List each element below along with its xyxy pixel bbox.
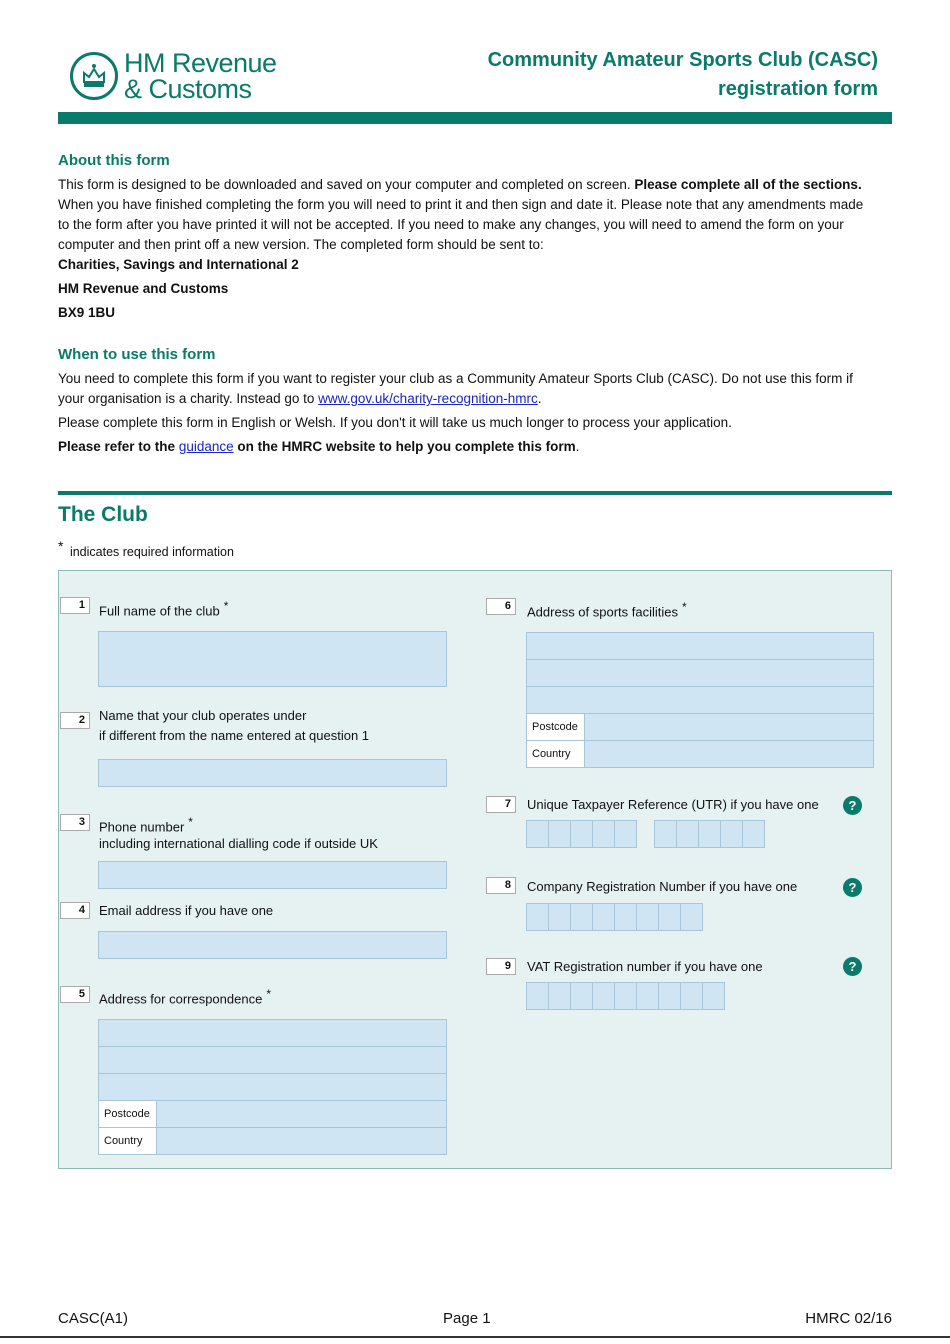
form-code: CASC(A1) <box>58 1310 129 1327</box>
question-label-5 <box>99 984 271 1009</box>
question-number-2: 2 <box>60 712 90 729</box>
title-line1: Community Amateur Sports Club (CASC) <box>487 49 878 71</box>
about-text-bold: Please complete all of the sections. <box>634 177 862 192</box>
when-text-3-end: . <box>575 439 580 454</box>
facilities-address-line-1[interactable] <box>526 632 874 660</box>
q5-label-text: Address for correspondence <box>99 991 263 1007</box>
utr-help-icon[interactable]: ? <box>843 796 862 815</box>
vat-digit-box[interactable] <box>548 982 571 1010</box>
facilities-address-line-3[interactable] <box>526 686 874 714</box>
company-number-boxes[interactable] <box>526 903 702 931</box>
utr-digit-box[interactable] <box>742 820 765 848</box>
q3-label-text: Phone number <box>99 819 185 835</box>
when-section <box>58 346 878 457</box>
facilities-postcode-field[interactable] <box>526 713 874 741</box>
phone-number-field[interactable] <box>98 861 447 889</box>
utr-digit-box[interactable] <box>698 820 721 848</box>
about-heading: About this form <box>58 152 170 169</box>
correspondence-address-line-2[interactable] <box>98 1046 447 1074</box>
q6-label-text: Address of sports facilities <box>527 604 679 620</box>
utr-boxes-group-2[interactable] <box>654 820 764 848</box>
company-digit-box[interactable] <box>592 903 615 931</box>
logo-wordmark <box>124 50 277 102</box>
question-label-8: Company Registration Number if you have one <box>527 879 798 894</box>
question-number-6: 6 <box>486 598 516 615</box>
logo-line1: HM Revenue <box>124 48 277 78</box>
logo-line2: & Customs <box>124 74 252 104</box>
when-text-1: You need to complete this form if you want to register your club as a Community Amateur Sports Club (CASC). Do not use this form if your organisation is a charity. Instead go to <box>58 371 853 406</box>
q3-required-star: * <box>188 815 193 829</box>
company-digit-box[interactable] <box>614 903 637 931</box>
operating-name-field[interactable] <box>98 759 447 787</box>
about-text-1: This form is designed to be downloaded and saved on your computer and completed on screen. <box>58 177 635 192</box>
company-digit-box[interactable] <box>570 903 593 931</box>
question-label-6 <box>527 597 687 622</box>
when-text-3a: Please refer to the <box>58 439 179 454</box>
vat-digit-box[interactable] <box>702 982 725 1010</box>
vat-number-boxes[interactable] <box>526 982 724 1010</box>
when-text-3b: on the HMRC website to help you complete this form <box>233 439 576 454</box>
q2-label-text: Name that your club operates under <box>99 708 307 723</box>
utr-digit-box[interactable] <box>570 820 593 848</box>
question-number-1: 1 <box>60 597 90 614</box>
q6-required-star: * <box>682 600 687 614</box>
page-title <box>488 46 878 104</box>
section-divider <box>58 491 892 495</box>
address-line-3: BX9 1BU <box>58 305 116 320</box>
facilities-postcode-label: Postcode <box>527 714 585 740</box>
page-number: Page 1 <box>443 1310 491 1327</box>
when-paragraph-3 <box>58 437 878 457</box>
facilities-address-line-2[interactable] <box>526 659 874 687</box>
company-digit-box[interactable] <box>658 903 681 931</box>
when-text-1-end: . <box>537 391 542 406</box>
facilities-country-label: Country <box>527 741 585 767</box>
header-divider <box>58 112 892 124</box>
required-note-text: indicates required information <box>69 545 234 560</box>
utr-digit-box[interactable] <box>526 820 549 848</box>
utr-digit-box[interactable] <box>548 820 571 848</box>
bottom-rule <box>0 1336 950 1338</box>
question-label-1 <box>99 596 228 621</box>
utr-digit-box[interactable] <box>676 820 699 848</box>
vat-digit-box[interactable] <box>614 982 637 1010</box>
address-line-1: Charities, Savings and International 2 <box>58 257 299 272</box>
address-line-2: HM Revenue and Customs <box>58 281 229 296</box>
correspondence-address-line-3[interactable] <box>98 1073 447 1101</box>
utr-digit-box[interactable] <box>720 820 743 848</box>
question-label-2 <box>99 706 369 746</box>
company-digit-box[interactable] <box>680 903 703 931</box>
correspondence-country-field[interactable] <box>98 1127 447 1155</box>
utr-digit-box[interactable] <box>592 820 615 848</box>
when-paragraph-2: Please complete this form in English or Welsh. If you don't it will take us much longer to process your application. <box>58 415 732 430</box>
title-line2: registration form <box>717 78 878 100</box>
company-digit-box[interactable] <box>526 903 549 931</box>
company-number-help-icon[interactable]: ? <box>843 878 862 897</box>
about-paragraph <box>58 175 878 255</box>
club-name-field[interactable] <box>98 631 447 687</box>
vat-digit-box[interactable] <box>592 982 615 1010</box>
vat-digit-box[interactable] <box>636 982 659 1010</box>
q3-sublabel: including international dialling code if outside UK <box>99 836 378 852</box>
club-heading: The Club <box>58 503 148 526</box>
postcode-label: Postcode <box>99 1101 157 1127</box>
facilities-country-field[interactable] <box>526 740 874 768</box>
guidance-link[interactable]: guidance <box>178 439 234 454</box>
vat-digit-box[interactable] <box>570 982 593 1010</box>
about-text-2: When you have finished completing the form you will need to print it and then sign and date it. Please note that any amendments made to the form after you have printed it will not be accepted. If you need to make any changes, you will need to amend the form on your computer and then print off a new version. The completed form should be sent to: <box>58 197 864 252</box>
question-number-3: 3 <box>60 814 90 831</box>
company-digit-box[interactable] <box>548 903 571 931</box>
question-number-9: 9 <box>486 958 516 975</box>
correspondence-address-line-1[interactable] <box>98 1019 447 1047</box>
question-label-4: Email address if you have one <box>99 903 274 918</box>
correspondence-postcode-field[interactable] <box>98 1100 447 1128</box>
when-paragraph-1 <box>58 369 878 409</box>
vat-digit-box[interactable] <box>526 982 549 1010</box>
when-heading: When to use this form <box>58 346 216 363</box>
required-star: * <box>58 538 64 554</box>
vat-digit-box[interactable] <box>680 982 703 1010</box>
utr-digit-box[interactable] <box>614 820 637 848</box>
email-field[interactable] <box>98 931 447 959</box>
question-number-7: 7 <box>486 796 516 813</box>
question-label-7: Unique Taxpayer Reference (UTR) if you have one <box>527 797 819 812</box>
about-section <box>58 152 878 323</box>
q2-sublabel: if different from the name entered at question 1 <box>99 728 370 743</box>
vat-number-help-icon[interactable]: ? <box>843 957 862 976</box>
q1-label-text: Full name of the club <box>99 603 220 619</box>
q5-required-star: * <box>266 987 271 1001</box>
form-version: HMRC 02/16 <box>805 1310 892 1327</box>
vat-digit-box[interactable] <box>658 982 681 1010</box>
question-number-4: 4 <box>60 902 90 919</box>
question-number-5: 5 <box>60 986 90 1003</box>
question-label-9: VAT Registration number if you have one <box>527 959 763 974</box>
country-label: Country <box>99 1128 157 1154</box>
company-digit-box[interactable] <box>636 903 659 931</box>
utr-digit-box[interactable] <box>654 820 677 848</box>
crown-crest-icon <box>70 52 118 100</box>
charity-recognition-link[interactable]: www.gov.uk/charity-recognition-hmrc <box>318 391 538 406</box>
question-label-3 <box>99 812 378 854</box>
required-note <box>58 538 234 559</box>
q1-required-star: * <box>223 599 229 613</box>
utr-boxes-group-1[interactable] <box>526 820 636 848</box>
question-number-8: 8 <box>486 877 516 894</box>
